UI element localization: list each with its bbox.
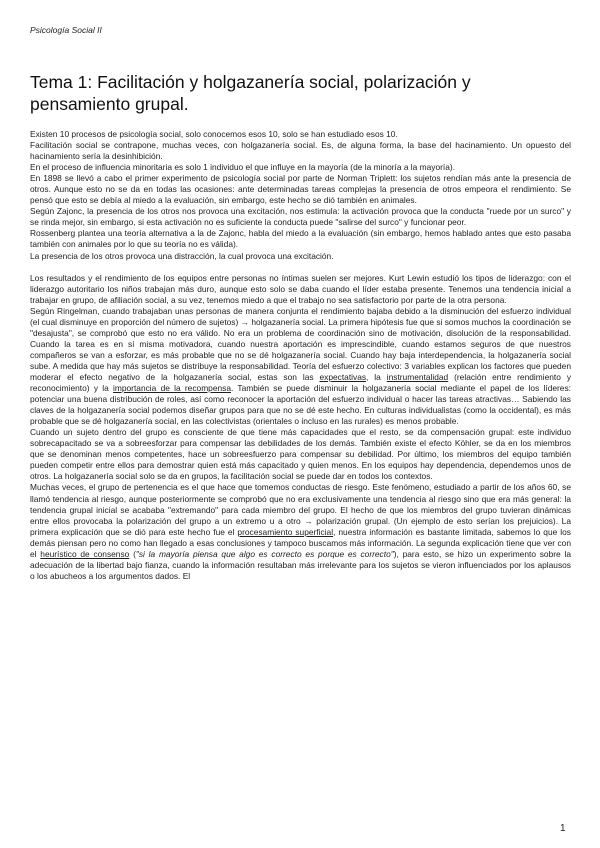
paragraph: La presencia de los otros provoca una distracción, la cual provoca una excitación. — [30, 250, 334, 261]
paragraph: Los resultados y el rendimiento de los equipos entre personas no íntimas suelen ser mejores. Kurt Lewin estudió los tipos de liderazgo: con el liderazgo autoritario los niños trabajan más duro, aunque esto solo se daba cuando el líder estaba presente. Tenemos una tendencia inicial a trabajar en grupo, de afiliación social, a su vez, tenemos miedo a que el trabajo no sea satisfactorio por parte de la otra persona. — [30, 272, 571, 305]
underlined-term: heurístico de consenso — [40, 548, 130, 559]
underlined-term: importancia de la recompensa — [113, 383, 231, 394]
text-run: , nuestra información es bastante limitada, sabemos lo que los demás piensan pero no como han llegado a esas conclusiones y tampoco buscamos más información. La segunda explicación tiene que ver con el — [30, 526, 571, 559]
paragraph: En el proceso de influencia minoritaria es solo 1 individuo el que influye en la mayoría (de la minoría a la mayoría). — [30, 162, 456, 173]
paragraph — [30, 482, 571, 581]
underlined-term: instrumentalidad — [386, 371, 449, 382]
paragraph: Cuando un sujeto dentro del grupo es consciente de que tiene más capacidades que el resto, se da compensación grupal: este individuo sobrecapacitado se va a sobreesforzar para compensar las debilidades de los demás. También existe el efecto Köhler, se da en los miembros que se denominan menos competentes, hace un sobreesfuerzo para compensar su debilidad. Por último, los miembros del equipo también pueden competir entre ellos para demostrar quien está más capacitado y quien menos. En los equipos hay dependencia, dependemos unos de otros. La holgazanería social solo se da en grupos, la facilitación social se puede dar en todos los contextos. — [30, 427, 571, 482]
underlined-term: expectativas — [319, 371, 367, 382]
paragraph: En 1898 se llevó a cabo el primer experimento de psicología social por parte de Norman Triplett: los sujetos rendían más ante la presencia de otros. Aunque esto no se da en todas las ocasiones: ante determinadas tareas complejas la presencia de otros empeora el rendimiento. Se pensó que esto se debía al miedo a la evaluación, sin embargo, este hecho se dió también en animales. — [30, 173, 571, 206]
paragraph — [30, 306, 571, 428]
text-run: . También se puede disminuir la holgazanería social mediante el papel de los líderes: potenciar una buena distribución de roles, así como reconocer la aportación del esfuerzo individual o hacer las tareas atractivas… Sabiendo las claves de la holgazanería social podemos diseñar grupos para que no se dé este hecho. En culturas individualistas (como la occidental), es más probable que se dé holgazanería social, en las colectivistas (orientales o incluso en las rurales) es menos probable. — [30, 383, 571, 427]
text-run: ), para esto, se hizo un experimento sobre la adecuación de la libertad bajo fianza, cuando la información resultaban más irrelevante para los sujetos se vieron influenciados por los aplausos o los abucheos a los argumentos dados. El — [30, 548, 571, 581]
italic-quote: "si la mayoría piensa que algo es correcto es porque es correcto" — [135, 548, 394, 559]
text-run: , la — [366, 371, 387, 382]
underlined-term: procesamiento superficial — [237, 526, 334, 537]
paragraph: Existen 10 procesos de psicología social, solo conocemos esos 10, solo se han estudiado esos 10. — [30, 129, 398, 139]
page-number: 1 — [560, 823, 566, 834]
page-title: Tema 1: Facilitación y holgazanería social, polarización y pensamiento grupal. — [30, 72, 471, 114]
text-run: Según Ringelman, cuando trabajaban unas personas de manera conjunta el rendimiento bajaba debido a la disminución del esfuerzo individual (el cual disminuye en proporción del número de sujetos) → holgazanería social. La primera hipótesis fue que si somos muchos la coordinación se "desajusta", se comprobó que esto no era válido. No era un problema de coordinación sino de motivación, disolución de la responsabilidad. Cuando la tarea es en sí misma motivadora, cuando nuestra aportación es imprescindible, cuando estamos seguros de que nuestros compañeros se van a esforzar, es más probable que no se dé holgazanería social. Cuando hay baja interdependencia, la holgazanería social sube. A medida que hay más sujetos se distribuye la responsabilidad. Teoría del esfuerzo colectivo: 3 variables explican los factores que pueden moderar el efecto negativo de la holgazanería social, estas son las — [30, 305, 571, 382]
document-body — [30, 129, 571, 582]
text-run: Muchas veces, el grupo de pertenencia es el que hace que tomemos conductas de riesgo. Este fenómeno, estudiado a partir de los años 60, se llamó tendencia al riesgo, aunque posteriormente se comprobó que no era exclusivamente una tendencia al riesgo sino que era más general: la tendencia grupal inicial se acababa "extremando" para cada miembro del grupo. El hecho de que los miembros del grupo tuvieran dinámicas entre ellos provocaba la polarización del grupo a un extremo u a otro → polarización grupal. (Un ejemplo de esto serían los prejuicios). La primera explicación que se dió para este hecho fue el — [30, 482, 571, 537]
paragraph: Según Zajonc, la presencia de los otros nos provoca una excitación, nos estimula: la activación provoca que la conducta "ruede por un surco" y se rinda mejor, sin embargo, si esta activación no es suficiente la conducta puede "salirse del surco" y funcionar peor. — [30, 206, 571, 228]
text-run: (relación entre rendimiento y reconocimiento) y la — [30, 371, 572, 394]
running-header: Psicología Social II — [30, 25, 102, 35]
text-run: ( — [129, 548, 136, 559]
paragraph: Facilitación social se contrapone, muchas veces, con holgazanería social. Es, de alguna forma, la base del hacinamiento. Un opuesto del hacinamiento sería la desinhibición. — [30, 140, 571, 162]
paragraph: Rossenberg plantea una teoría alternativa a la de Zajonc, habla del miedo a la evaluación (sin embargo, hemos hablado antes que esto pasaba también con animales por lo que su teoría no es válida). — [30, 228, 571, 250]
